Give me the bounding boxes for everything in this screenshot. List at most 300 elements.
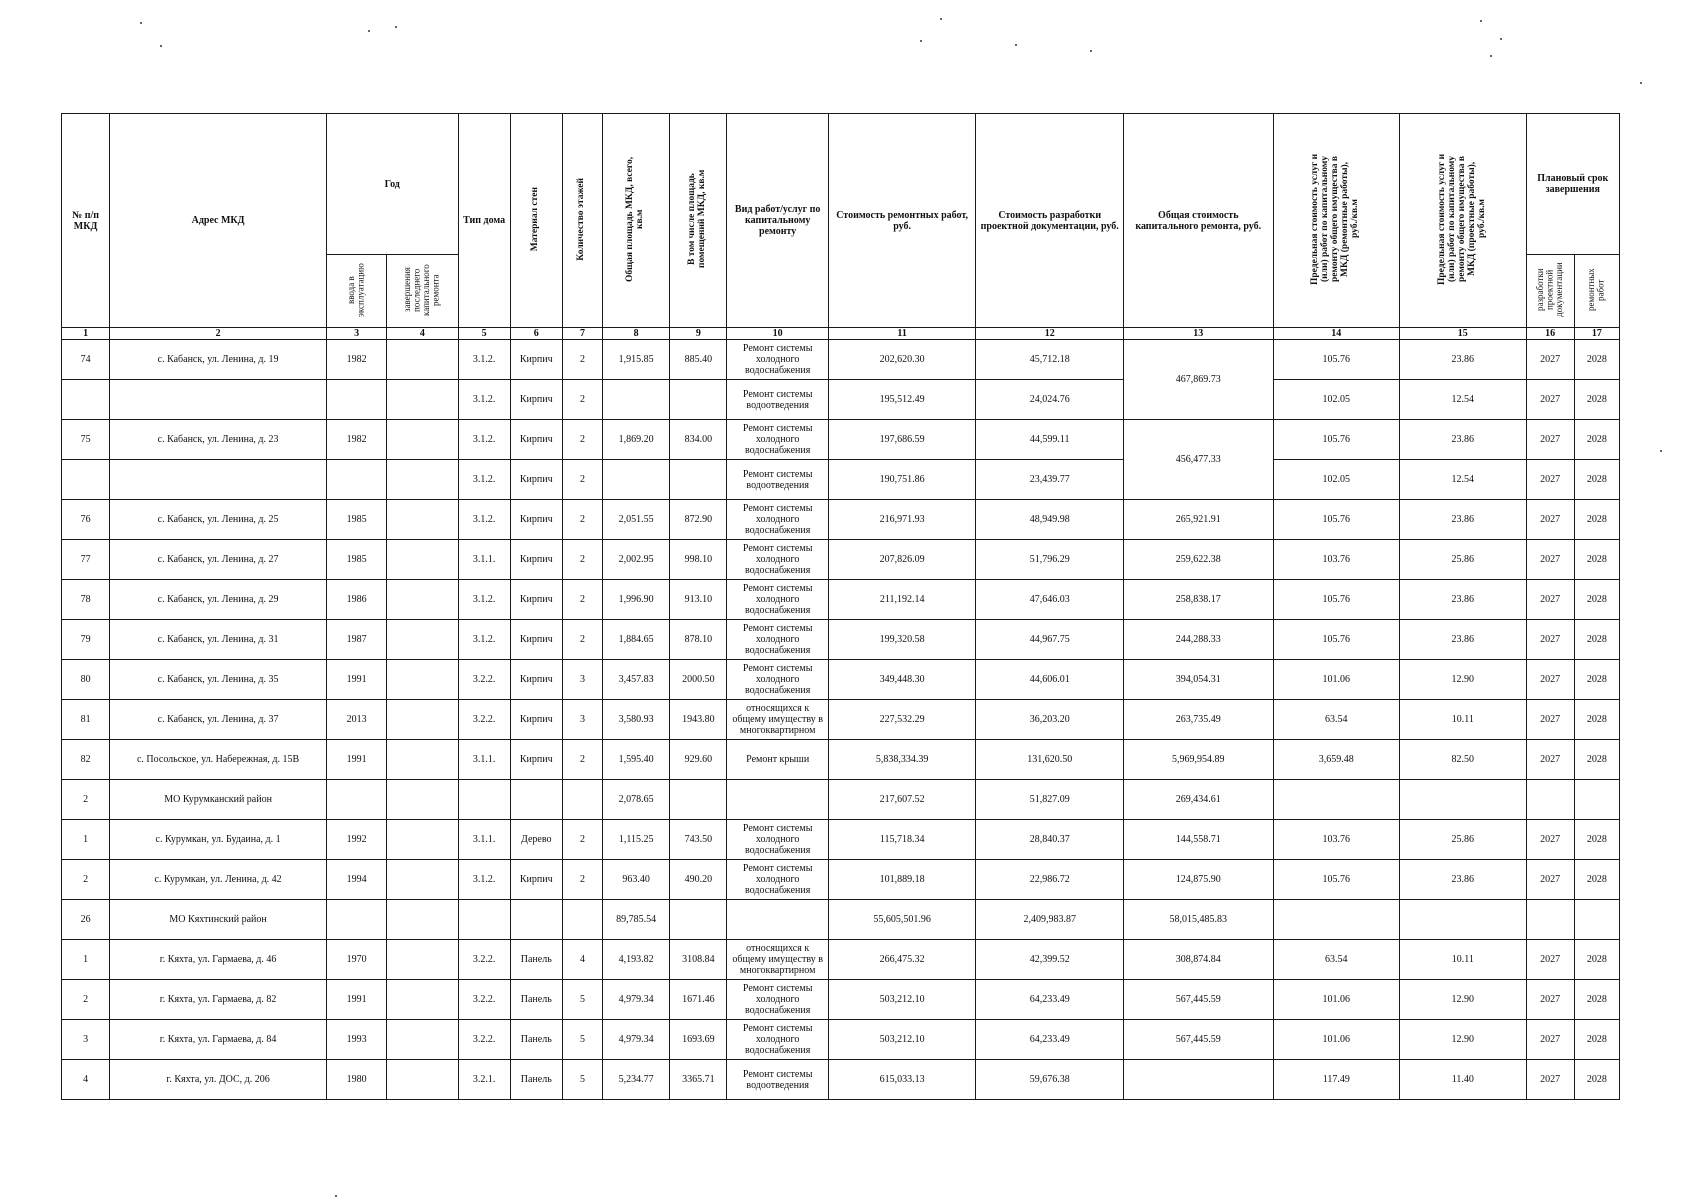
design-cost-cell: 48,949.98 bbox=[976, 500, 1124, 540]
year-last-repair-cell bbox=[387, 580, 458, 620]
repair-cost-cell: 101,889.18 bbox=[828, 860, 976, 900]
column-number-cell: 10 bbox=[727, 328, 828, 340]
floors-cell: 5 bbox=[562, 1060, 602, 1100]
column-number-cell: 17 bbox=[1574, 328, 1619, 340]
work-type-cell bbox=[727, 900, 828, 940]
planned-repair-cell: 2028 bbox=[1574, 620, 1619, 660]
wall-material-cell: Кирпич bbox=[510, 340, 562, 380]
work-type-cell: относящихся к общему имуществу в многоквартирном bbox=[727, 700, 828, 740]
repair-cost-cell: 266,475.32 bbox=[828, 940, 976, 980]
address-cell: с. Кабанск, ул. Ленина, д. 23 bbox=[110, 420, 327, 460]
repair-cost-cell: 207,826.09 bbox=[828, 540, 976, 580]
col-repair-cost-header: Стоимость ремонтных работ, руб. bbox=[828, 114, 976, 328]
premises-area-cell: 885.40 bbox=[670, 340, 727, 380]
work-type-cell: Ремонт системы холодного водоснабжения bbox=[727, 980, 828, 1020]
house-type-cell: 3.1.2. bbox=[458, 420, 510, 460]
address-cell bbox=[110, 380, 327, 420]
work-type-cell bbox=[727, 780, 828, 820]
planned-repair-cell: 2028 bbox=[1574, 860, 1619, 900]
work-type-cell: Ремонт системы холодного водоснабжения bbox=[727, 660, 828, 700]
house-type-cell: 3.1.1. bbox=[458, 740, 510, 780]
row-number-cell: 79 bbox=[62, 620, 110, 660]
year-commission-cell: 1991 bbox=[327, 740, 387, 780]
year-last-repair-cell bbox=[387, 660, 458, 700]
work-type-cell: Ремонт системы холодного водоснабжения bbox=[727, 820, 828, 860]
design-cost-cell: 131,620.50 bbox=[976, 740, 1124, 780]
planned-repair-cell: 2028 bbox=[1574, 660, 1619, 700]
repair-cost-cell: 217,607.52 bbox=[828, 780, 976, 820]
planned-repair-label: ремонтных работ bbox=[1586, 268, 1606, 311]
floors-cell: 2 bbox=[562, 740, 602, 780]
limit-repair-cell bbox=[1273, 900, 1399, 940]
house-type-cell: 3.2.2. bbox=[458, 980, 510, 1020]
floors-cell: 2 bbox=[562, 460, 602, 500]
total-area-cell: 4,979.34 bbox=[603, 1020, 670, 1060]
planned-repair-cell: 2028 bbox=[1574, 700, 1619, 740]
total-area-cell bbox=[603, 380, 670, 420]
premises-area-label: В том числе площадь помещений МКД, кв.м bbox=[687, 169, 708, 269]
planned-repair-cell: 2028 bbox=[1574, 340, 1619, 380]
row-number-cell bbox=[62, 380, 110, 420]
year-last-repair-cell bbox=[387, 460, 458, 500]
house-type-cell: 3.1.2. bbox=[458, 580, 510, 620]
address-cell: с. Кабанск, ул. Ленина, д. 35 bbox=[110, 660, 327, 700]
limit-design-cell: 11.40 bbox=[1400, 1060, 1526, 1100]
floors-cell: 5 bbox=[562, 1020, 602, 1060]
total-cost-cell: 265,921.91 bbox=[1123, 500, 1273, 540]
premises-area-cell: 1943.80 bbox=[670, 700, 727, 740]
planned-repair-cell: 2028 bbox=[1574, 1060, 1619, 1100]
floors-cell: 2 bbox=[562, 500, 602, 540]
total-cost-cell: 244,288.33 bbox=[1123, 620, 1273, 660]
total-area-cell: 1,996.90 bbox=[603, 580, 670, 620]
total-cost-cell: 467,869.73 bbox=[1123, 340, 1273, 420]
limit-repair-cell: 117.49 bbox=[1273, 1060, 1399, 1100]
column-number-cell: 14 bbox=[1273, 328, 1399, 340]
table-row bbox=[62, 540, 1620, 580]
premises-area-cell: 1693.69 bbox=[670, 1020, 727, 1060]
premises-area-cell bbox=[670, 380, 727, 420]
repair-cost-cell: 216,971.93 bbox=[828, 500, 976, 540]
limit-repair-cell: 105.76 bbox=[1273, 860, 1399, 900]
total-area-cell: 1,115.25 bbox=[603, 820, 670, 860]
wall-material-cell: Кирпич bbox=[510, 660, 562, 700]
premises-area-cell: 834.00 bbox=[670, 420, 727, 460]
scan-speck bbox=[1500, 38, 1502, 40]
planned-design-cell bbox=[1526, 900, 1574, 940]
year-commission-cell: 1985 bbox=[327, 500, 387, 540]
work-type-cell: Ремонт системы холодного водоснабжения bbox=[727, 860, 828, 900]
row-number-cell: 76 bbox=[62, 500, 110, 540]
work-type-cell: Ремонт крыши bbox=[727, 740, 828, 780]
total-cost-cell: 456,477.33 bbox=[1123, 420, 1273, 500]
scan-speck bbox=[335, 1195, 337, 1197]
limit-repair-cell: 103.76 bbox=[1273, 540, 1399, 580]
design-cost-cell: 47,646.03 bbox=[976, 580, 1124, 620]
design-cost-cell: 24,024.76 bbox=[976, 380, 1124, 420]
total-cost-cell bbox=[1123, 1060, 1273, 1100]
work-type-cell: Ремонт системы холодного водоснабжения bbox=[727, 1020, 828, 1060]
row-number-cell: 2 bbox=[62, 980, 110, 1020]
limit-repair-cell: 103.76 bbox=[1273, 820, 1399, 860]
house-type-cell: 3.1.2. bbox=[458, 500, 510, 540]
sub-year-last-repair-header bbox=[387, 255, 458, 328]
wall-material-cell: Панель bbox=[510, 1020, 562, 1060]
wall-material-cell: Дерево bbox=[510, 820, 562, 860]
sub-planned-repair-header bbox=[1574, 255, 1619, 328]
limit-repair-cell: 3,659.48 bbox=[1273, 740, 1399, 780]
col-limit-design-header bbox=[1400, 114, 1526, 328]
address-cell: г. Кяхта, ул. Гармаева, д. 82 bbox=[110, 980, 327, 1020]
floors-cell: 2 bbox=[562, 620, 602, 660]
address-cell: МО Курумканский район bbox=[110, 780, 327, 820]
col-work-type-header: Вид работ/услуг по капитальному ремонту bbox=[727, 114, 828, 328]
design-cost-cell: 59,676.38 bbox=[976, 1060, 1124, 1100]
year-commission-cell: 1986 bbox=[327, 580, 387, 620]
col-total-area-header bbox=[603, 114, 670, 328]
planned-design-cell: 2027 bbox=[1526, 1060, 1574, 1100]
limit-design-cell: 12.54 bbox=[1400, 460, 1526, 500]
limit-design-cell bbox=[1400, 900, 1526, 940]
total-area-cell: 963.40 bbox=[603, 860, 670, 900]
planned-design-cell: 2027 bbox=[1526, 860, 1574, 900]
house-type-cell: 3.1.1. bbox=[458, 540, 510, 580]
column-number-cell: 5 bbox=[458, 328, 510, 340]
design-cost-cell: 22,986.72 bbox=[976, 860, 1124, 900]
year-last-repair-label: завершения последнего капитального ремонта bbox=[402, 263, 441, 316]
col-planned-header: Плановый срок завершения bbox=[1526, 114, 1619, 255]
house-type-cell: 3.1.2. bbox=[458, 460, 510, 500]
wall-material-label: Материал стен bbox=[530, 186, 541, 252]
floors-cell: 2 bbox=[562, 540, 602, 580]
work-type-cell: Ремонт системы водоотведения bbox=[727, 460, 828, 500]
limit-repair-cell: 102.05 bbox=[1273, 460, 1399, 500]
limit-repair-cell: 101.06 bbox=[1273, 980, 1399, 1020]
row-number-cell: 74 bbox=[62, 340, 110, 380]
total-cost-cell: 258,838.17 bbox=[1123, 580, 1273, 620]
floors-cell: 5 bbox=[562, 980, 602, 1020]
design-cost-cell: 2,409,983.87 bbox=[976, 900, 1124, 940]
year-commission-cell: 1994 bbox=[327, 860, 387, 900]
table-row bbox=[62, 820, 1620, 860]
row-number-cell: 81 bbox=[62, 700, 110, 740]
col-address-header: Адрес МКД bbox=[110, 114, 327, 328]
wall-material-cell: Кирпич bbox=[510, 700, 562, 740]
house-type-cell bbox=[458, 780, 510, 820]
row-number-cell: 75 bbox=[62, 420, 110, 460]
limit-repair-cell: 105.76 bbox=[1273, 420, 1399, 460]
design-cost-cell: 42,399.52 bbox=[976, 940, 1124, 980]
premises-area-cell: 1671.46 bbox=[670, 980, 727, 1020]
table-row bbox=[62, 1060, 1620, 1100]
column-number-cell: 9 bbox=[670, 328, 727, 340]
limit-repair-cell: 105.76 bbox=[1273, 580, 1399, 620]
column-number-cell: 4 bbox=[387, 328, 458, 340]
planned-design-cell: 2027 bbox=[1526, 380, 1574, 420]
premises-area-cell bbox=[670, 780, 727, 820]
planned-design-cell: 2027 bbox=[1526, 620, 1574, 660]
repair-cost-cell: 349,448.30 bbox=[828, 660, 976, 700]
column-number-row bbox=[62, 328, 1620, 340]
planned-design-cell: 2027 bbox=[1526, 660, 1574, 700]
total-cost-cell: 58,015,485.83 bbox=[1123, 900, 1273, 940]
work-type-cell: относящихся к общему имуществу в многоквартирном bbox=[727, 940, 828, 980]
work-type-cell: Ремонт системы холодного водоснабжения bbox=[727, 620, 828, 660]
scan-speck bbox=[160, 45, 162, 47]
scan-speck bbox=[1640, 82, 1642, 84]
planned-design-cell: 2027 bbox=[1526, 820, 1574, 860]
total-area-cell: 2,078.65 bbox=[603, 780, 670, 820]
column-number-cell: 8 bbox=[603, 328, 670, 340]
repair-cost-cell: 5,838,334.39 bbox=[828, 740, 976, 780]
address-cell: с. Курумкан, ул. Ленина, д. 42 bbox=[110, 860, 327, 900]
year-last-repair-cell bbox=[387, 1060, 458, 1100]
scan-speck bbox=[1660, 450, 1662, 452]
floors-cell: 2 bbox=[562, 860, 602, 900]
column-number-cell: 3 bbox=[327, 328, 387, 340]
planned-design-label: разработки проектной документации bbox=[1534, 262, 1564, 317]
year-commission-cell bbox=[327, 780, 387, 820]
total-cost-cell: 567,445.59 bbox=[1123, 980, 1273, 1020]
planned-design-cell: 2027 bbox=[1526, 1020, 1574, 1060]
address-cell: МО Кяхтинский район bbox=[110, 900, 327, 940]
limit-design-cell: 10.11 bbox=[1400, 700, 1526, 740]
planned-repair-cell: 2028 bbox=[1574, 820, 1619, 860]
scan-speck bbox=[395, 26, 397, 28]
house-type-cell: 3.2.2. bbox=[458, 700, 510, 740]
planned-design-cell bbox=[1526, 780, 1574, 820]
table-row bbox=[62, 700, 1620, 740]
limit-repair-label: Предельная стоимость услуг и (или) работ по капитальному ремонту общего имущества в МКД (ремонтные работы), руб./кв.м bbox=[1310, 153, 1361, 285]
column-number-cell: 12 bbox=[976, 328, 1124, 340]
address-cell: г. Кяхта, ул. Гармаева, д. 84 bbox=[110, 1020, 327, 1060]
total-area-cell: 4,979.34 bbox=[603, 980, 670, 1020]
total-area-cell: 1,884.65 bbox=[603, 620, 670, 660]
year-commission-cell: 1992 bbox=[327, 820, 387, 860]
planned-design-cell: 2027 bbox=[1526, 740, 1574, 780]
design-cost-cell: 44,599.11 bbox=[976, 420, 1124, 460]
planned-design-cell: 2027 bbox=[1526, 940, 1574, 980]
address-cell: с. Кабанск, ул. Ленина, д. 19 bbox=[110, 340, 327, 380]
house-type-cell: 3.1.2. bbox=[458, 620, 510, 660]
planned-repair-cell: 2028 bbox=[1574, 740, 1619, 780]
table-body bbox=[62, 340, 1620, 1100]
row-number-cell: 82 bbox=[62, 740, 110, 780]
year-commission-label: ввода в эксплуатацию bbox=[346, 262, 366, 317]
total-cost-cell: 567,445.59 bbox=[1123, 1020, 1273, 1060]
total-cost-cell: 124,875.90 bbox=[1123, 860, 1273, 900]
floors-cell: 2 bbox=[562, 420, 602, 460]
address-cell: г. Кяхта, ул. Гармаева, д. 46 bbox=[110, 940, 327, 980]
table-row bbox=[62, 780, 1620, 820]
repair-cost-cell: 55,605,501.96 bbox=[828, 900, 976, 940]
total-area-cell: 3,457.83 bbox=[603, 660, 670, 700]
col-wall-material-header bbox=[510, 114, 562, 328]
design-cost-cell: 64,233.49 bbox=[976, 1020, 1124, 1060]
wall-material-cell: Кирпич bbox=[510, 620, 562, 660]
scan-speck bbox=[1480, 20, 1482, 22]
premises-area-cell: 872.90 bbox=[670, 500, 727, 540]
table-row bbox=[62, 900, 1620, 940]
design-cost-cell: 51,796.29 bbox=[976, 540, 1124, 580]
planned-repair-cell: 2028 bbox=[1574, 940, 1619, 980]
planned-design-cell: 2027 bbox=[1526, 580, 1574, 620]
col-limit-repair-header bbox=[1273, 114, 1399, 328]
total-area-cell: 1,869.20 bbox=[603, 420, 670, 460]
year-last-repair-cell bbox=[387, 900, 458, 940]
table-row bbox=[62, 740, 1620, 780]
row-number-cell: 78 bbox=[62, 580, 110, 620]
planned-repair-cell: 2028 bbox=[1574, 580, 1619, 620]
premises-area-cell bbox=[670, 900, 727, 940]
total-cost-cell: 144,558.71 bbox=[1123, 820, 1273, 860]
year-last-repair-cell bbox=[387, 860, 458, 900]
total-cost-cell: 394,054.31 bbox=[1123, 660, 1273, 700]
house-type-cell: 3.1.2. bbox=[458, 380, 510, 420]
house-type-cell: 3.2.1. bbox=[458, 1060, 510, 1100]
col-design-cost-header: Стоимость разработки проектной документации, руб. bbox=[976, 114, 1124, 328]
row-number-cell: 4 bbox=[62, 1060, 110, 1100]
year-last-repair-cell bbox=[387, 500, 458, 540]
column-number-cell: 11 bbox=[828, 328, 976, 340]
scan-speck bbox=[1490, 55, 1492, 57]
year-last-repair-cell bbox=[387, 780, 458, 820]
year-last-repair-cell bbox=[387, 700, 458, 740]
total-area-cell: 2,002.95 bbox=[603, 540, 670, 580]
wall-material-cell: Кирпич bbox=[510, 540, 562, 580]
floors-cell: 2 bbox=[562, 820, 602, 860]
address-cell: с. Кабанск, ул. Ленина, д. 31 bbox=[110, 620, 327, 660]
house-type-cell: 3.1.2. bbox=[458, 340, 510, 380]
wall-material-cell: Панель bbox=[510, 940, 562, 980]
planned-repair-cell: 2028 bbox=[1574, 460, 1619, 500]
planned-design-cell: 2027 bbox=[1526, 420, 1574, 460]
planned-design-cell: 2027 bbox=[1526, 540, 1574, 580]
planned-design-cell: 2027 bbox=[1526, 340, 1574, 380]
house-type-cell: 3.1.2. bbox=[458, 860, 510, 900]
row-number-cell: 26 bbox=[62, 900, 110, 940]
table-row bbox=[62, 340, 1620, 380]
column-number-cell: 1 bbox=[62, 328, 110, 340]
row-number-cell: 3 bbox=[62, 1020, 110, 1060]
design-cost-cell: 28,840.37 bbox=[976, 820, 1124, 860]
scan-speck bbox=[920, 40, 922, 42]
repair-cost-cell: 115,718.34 bbox=[828, 820, 976, 860]
repair-cost-cell: 615,033.13 bbox=[828, 1060, 976, 1100]
table-row bbox=[62, 660, 1620, 700]
design-cost-cell: 64,233.49 bbox=[976, 980, 1124, 1020]
sub-year-commission-header bbox=[327, 255, 387, 328]
floors-cell: 2 bbox=[562, 580, 602, 620]
address-cell: с. Кабанск, ул. Ленина, д. 29 bbox=[110, 580, 327, 620]
table-row bbox=[62, 1020, 1620, 1060]
planned-design-cell: 2027 bbox=[1526, 980, 1574, 1020]
year-last-repair-cell bbox=[387, 340, 458, 380]
wall-material-cell: Кирпич bbox=[510, 580, 562, 620]
total-area-cell: 1,915.85 bbox=[603, 340, 670, 380]
table-row bbox=[62, 860, 1620, 900]
design-cost-cell: 45,712.18 bbox=[976, 340, 1124, 380]
total-area-label: Общая площадь МКД, всего, кв.м bbox=[625, 156, 646, 282]
planned-repair-cell: 2028 bbox=[1574, 1020, 1619, 1060]
planned-design-cell: 2027 bbox=[1526, 700, 1574, 740]
work-type-cell: Ремонт системы холодного водоснабжения bbox=[727, 580, 828, 620]
premises-area-cell: 2000.50 bbox=[670, 660, 727, 700]
repair-cost-cell: 197,686.59 bbox=[828, 420, 976, 460]
row-number-cell: 2 bbox=[62, 780, 110, 820]
limit-repair-cell: 102.05 bbox=[1273, 380, 1399, 420]
premises-area-cell: 743.50 bbox=[670, 820, 727, 860]
house-type-cell: 3.2.2. bbox=[458, 660, 510, 700]
premises-area-cell: 3108.84 bbox=[670, 940, 727, 980]
floors-cell bbox=[562, 780, 602, 820]
year-commission-cell: 1991 bbox=[327, 980, 387, 1020]
house-type-cell bbox=[458, 900, 510, 940]
column-number-cell: 6 bbox=[510, 328, 562, 340]
address-cell: с. Кабанск, ул. Ленина, д. 37 bbox=[110, 700, 327, 740]
row-number-cell: 1 bbox=[62, 940, 110, 980]
table-row bbox=[62, 580, 1620, 620]
limit-repair-cell bbox=[1273, 780, 1399, 820]
year-last-repair-cell bbox=[387, 420, 458, 460]
design-cost-cell: 51,827.09 bbox=[976, 780, 1124, 820]
scan-speck bbox=[140, 22, 142, 24]
year-commission-cell: 1987 bbox=[327, 620, 387, 660]
limit-design-cell: 12.90 bbox=[1400, 980, 1526, 1020]
wall-material-cell bbox=[510, 900, 562, 940]
floors-cell: 2 bbox=[562, 380, 602, 420]
floors-cell: 4 bbox=[562, 940, 602, 980]
year-commission-cell: 1993 bbox=[327, 1020, 387, 1060]
floors-label: Количество этажей bbox=[576, 177, 587, 261]
limit-repair-cell: 105.76 bbox=[1273, 620, 1399, 660]
col-premises-area-header bbox=[670, 114, 727, 328]
premises-area-cell bbox=[670, 460, 727, 500]
row-number-cell: 2 bbox=[62, 860, 110, 900]
total-cost-cell: 308,874.84 bbox=[1123, 940, 1273, 980]
col-no-header: № п/п МКД bbox=[62, 114, 110, 328]
table-row bbox=[62, 380, 1620, 420]
wall-material-cell: Кирпич bbox=[510, 420, 562, 460]
wall-material-cell: Кирпич bbox=[510, 460, 562, 500]
limit-design-cell: 23.86 bbox=[1400, 340, 1526, 380]
limit-design-cell: 12.90 bbox=[1400, 1020, 1526, 1060]
repair-cost-cell: 227,532.29 bbox=[828, 700, 976, 740]
total-cost-cell: 259,622.38 bbox=[1123, 540, 1273, 580]
wall-material-cell: Панель bbox=[510, 980, 562, 1020]
planned-repair-cell: 2028 bbox=[1574, 380, 1619, 420]
year-last-repair-cell bbox=[387, 380, 458, 420]
year-last-repair-cell bbox=[387, 940, 458, 980]
work-type-cell: Ремонт системы холодного водоснабжения bbox=[727, 540, 828, 580]
address-cell: с. Курумкан, ул. Будаина, д. 1 bbox=[110, 820, 327, 860]
total-area-cell: 4,193.82 bbox=[603, 940, 670, 980]
year-commission-cell: 1982 bbox=[327, 340, 387, 380]
scan-speck bbox=[1015, 44, 1017, 46]
total-cost-cell: 269,434.61 bbox=[1123, 780, 1273, 820]
repair-cost-cell: 202,620.30 bbox=[828, 340, 976, 380]
year-last-repair-cell bbox=[387, 820, 458, 860]
year-commission-cell bbox=[327, 460, 387, 500]
limit-design-cell: 12.90 bbox=[1400, 660, 1526, 700]
scan-speck bbox=[940, 18, 942, 20]
floors-cell: 3 bbox=[562, 660, 602, 700]
limit-design-cell bbox=[1400, 780, 1526, 820]
limit-repair-cell: 105.76 bbox=[1273, 500, 1399, 540]
work-type-cell: Ремонт системы холодного водоснабжения bbox=[727, 340, 828, 380]
sub-planned-design-header bbox=[1526, 255, 1574, 328]
floors-cell: 2 bbox=[562, 340, 602, 380]
